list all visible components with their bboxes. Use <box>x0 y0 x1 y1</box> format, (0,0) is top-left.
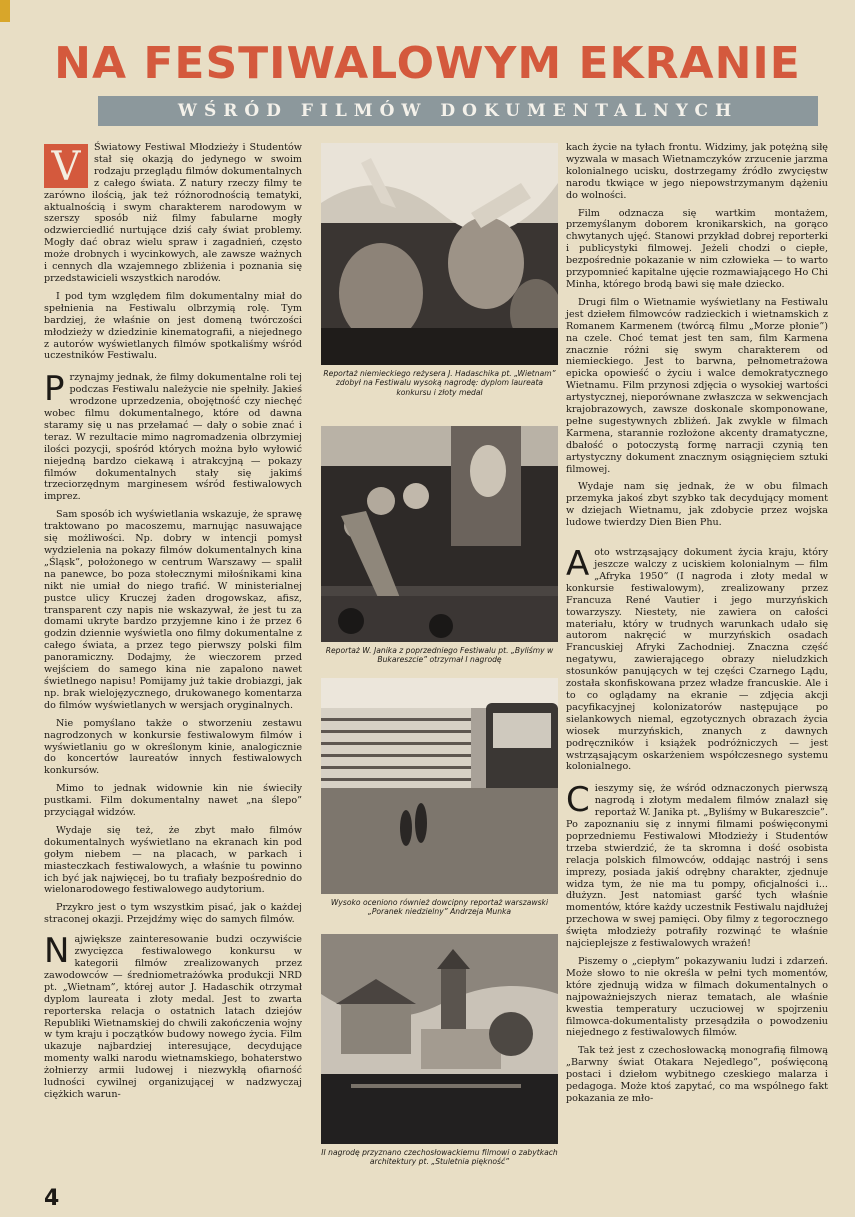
paragraph-text: rzynajmy jednak, że filmy dokumentalne roli tej podczas Festiwalu należycie nie spełniły. Jakieś wrodzone uprzedzenia, obojętność czy niechęć wobec filmu dokumentalnego, które od dawna staramy się u nas przełamać — dały o sobie znać i teraz. W rezultacie mimo nagromadzenia olbrzymiej ilości pozycji, spośród których można było wyłowić niejedną bardzo ciekawą i atrakcyjną — pokazy filmów dokumentalnych stały się jakimś trzeciorzędnym marginesem wśród festiwalowych imprez. <box>44 372 302 503</box>
paragraph-text: ieszymy się, że wśród odznaczonych pierwszą nagrodą i złotym medalem filmów znalazł się reportaż W. Janika pt. „Byliśmy w Bukareszcie”. Po zapoznaniu się z innymi filmami poświęconymi poprzedniemu Festiwalowi Młodzieży i Studentów trzeba stwierdzić, że ta skromna i dość osobista relacja polskich filmowców, oddając nastrój i sens imprezy, posiada jakiś odrębny charakter, zjednuje widza tym, że nie ma tu pompy, oficjalności i... dłużyzn. Jest natomiast garść tych właśnie momentów, które każdy uczestnik Festiwalu najdłużej przechowa w swej pamięci. Oby filmy z tegorocznego święta młodzieży potrafiły rozwinąć te właśnie najcieplejsze z festiwalowych wrażeń! <box>566 783 828 950</box>
photo-castle <box>321 934 558 1144</box>
paragraph <box>44 142 302 285</box>
paragraph <box>44 369 302 503</box>
paragraph <box>566 780 828 950</box>
drop-cap: N <box>44 931 70 972</box>
photo-vietnam-children <box>321 143 558 365</box>
paragraph: Drugi film o Wietnamie wyświetlany na Festiwalu jest dziełem filmowców radzieckich i wietnamskich z Romanem Karmenem (twórcą filmu „Morze płonie”) na czele. Choć temat jest ten sam, film Karmena znacznie różni się swym charakterem od niemieckiego. Jest to barwna, pełnometrażowa epicka opowieść o życiu i walce demokratycznego Wietnamu. Film przynosi zdjęcia o wysokiej wartości artystycznej, nieporównane zwłaszcza w sekwencjach krajobrazowych, zawsze doskonale skomponowane, pełne sugestywnych zbliżeń. Jak zwykle w filmach Karmena, starannie rozłożone akcenty dramatyczne, dbałość o potoczystą formę narracji czynią ten artystyczny dokument znacznym osiągnięciem sztuki filmowej. <box>566 296 828 475</box>
page-title: NA FESTIWALOWYM EKRANIE <box>54 38 801 89</box>
paragraph: Sam sposób ich wyświetlania wskazuje, że sprawę traktowano po macoszemu, marnując nasuwające się możliwości. Np. dobry w intencji pomysł wydzielenia na pokazy filmów dokumentalnych kina „Śląsk”, położonego w centrum Warszawy — spalił na panewce, bo poza stołecznymi miłośnikami kina nikt nie umiał do niego trafić. W ministerialnej pustce ulicy Kruczej żaden drogowskaz, afisz, transparent czy napis nie wskazywał, że jest tu za domami ukryte bardzo przyjemne kino i że przez 6 godzin dziennie wyświetla ono filmy dokumentalne z całego świata, a przez tego pierwszy polski film panoramiczny. Dodajmy, że wieczorem przed wejściem do samego kina nie zapalono nawet świetlnego napisu! Pomijamy już takie drobiazgi, jak np. brak wielojęzycznego, drukowanego komentarza do filmów wyświetlanych w wersjach oryginalnych. <box>44 509 302 711</box>
drop-cap: A <box>566 544 590 585</box>
paragraph: Nie pomyślano także o stworzeniu zestawu nagrodzonych w konkursie festiwalowym filmów i wyświetlaniu go w określonym kinie, analogicznie do koncertów laureatów innych festiwalowych konkursów. <box>44 717 302 777</box>
paragraph: Piszemy o „ciepłym” pokazywaniu ludzi i zdarzeń. Może słowo to nie określa w pełni tych momentów, które zjednują widza w filmach dokumentalnych o najpoważniejszych nieraz tematach, ale właśnie kwestia temperatury uczuciowej w spojrzeniu filmowca-dokumentalisty przesądziła o powodzeniu niejednego z festiwalowych filmów. <box>566 956 828 1039</box>
page-number: 4 <box>44 1186 60 1211</box>
paragraph: Mimo to jednak widownie kin nie świeciły pustkami. Film dokumentalny nawet „na ślepo” przyciągał widzów. <box>44 783 302 819</box>
paragraph: Film odznacza się wartkim montażem, przemyślanym doborem kronikarskich, na gorąco chwytanych ujęć. Stanowi przykład dobrej reporterki i publicystyki filmowej. Jeżeli chodzi o ciepłe, bezpośrednie pokazanie w nim człowieka — to warto przypomnieć kapitalne ujęcie rozmawiającego Ho Chi Minha, którego brodą bawi się małe dziecko. <box>566 207 828 290</box>
photo-caption: Reportaż W. Janika z poprzedniego Festiwalu pt. „Byliśmy w Bukareszcie” otrzymał I nagrodę <box>325 646 554 665</box>
paragraph: Wydaje nam się jednak, że w obu filmach przemyka jakoś zbyt szybko tak decydujący moment w dziejach Wietnamu, jak zdobycie przez wojska ludowe twierdzy Dien Bien Phu. <box>566 481 828 529</box>
subtitle-band: WŚRÓD FILMÓW DOKUMENTALNYCH <box>98 96 818 126</box>
paragraph <box>44 931 302 1101</box>
photo-caption: II nagrodę przyznano czechosłowackiemu filmowi o zabytkach architektury pt. „Stuletnia piękność” <box>321 1148 558 1167</box>
paragraph: Przykro jest o tym wszystkim pisać, jak o każdej straconej okazji. Przejdźmy więc do samych filmów. <box>44 902 302 926</box>
photo-warsaw-street <box>321 678 558 894</box>
paragraph-text: Światowy Festiwal Młodzieży i Studentów stał się okazją do jedynego w swoim rodzaju przeglądu filmów dokumentalnych z całego świata. Z natury rzeczy filmy te zarówno ilością, jak też różnorodnością tematyki, aktualnością i swym charakterem narodowym w szerszy sposób niż filmy fabularne mogły odzwierciedlić nurtujące dziś cały świat problemy. Mogły dać obraz wielu spraw i zagadnień, często może drobnych i wycinkowych, ale zawsze ważnych i cennych dla wzajemnego zbliżenia i poznania się przedstawicieli wszystkich narodów. <box>44 142 302 284</box>
paragraph <box>566 544 828 773</box>
drop-cap: V <box>44 144 88 188</box>
paragraph-text: oto wstrząsający dokument życia kraju, który jeszcze walczy z uciskiem kolonialnym — film „Afryka 1950” (I nagroda i złoty medal w konkursie festiwalowym), zrealizowany przez Francuza René Vautier i jego murzyńskich towarzyszy. Niestety, nie zawiera on całości materiału, który w trudnych warunkach udało się autorom nakręcić w murzyńskich osadach Francuskiej Afryki Zachodniej. Znaczna część negatywu, zawierającego obrazy nieludzkich stosunków panujących w tej części Czarnego Lądu, została skonfiskowana przez władze francuskie. Ale i to co oglądamy na ekranie — zdjęcia akcji pacyfikacyjnej kolonizatorów następujące po sielankowych niemal, egzotycznych obrazach życia wiosek murzyńskich, znanych z dawnych podręczników i książek podróżniczych — jest wstrząsającym oskarżeniem współczesnego systemu kolonialnego. <box>566 547 828 773</box>
drop-cap: P <box>44 369 65 410</box>
paragraph-text: ajwiększe zainteresowanie budzi oczywiście zwycięzca festiwalowego konkursu w kategorii filmów zrealizowanych przez zawodowców — średniometrażówka produkcji NRD pt. „Wietnam”, której autor J. Hadaschik otrzymał dyplom laureata i złoty medal. Jest to zwarta reporterska relacja o ostatnich latach dziejów Republiki Wietnamskiej do chwili zakończenia wojny w tym kraju i początków budowy nowego życia. Film ukazuje najbardziej interesujące, decydujące momenty walki narodu wietnamskiego, bohaterstwo żołnierzy armii ludowej i niezwykłą ofiarność ludności cywilnej organizującej w nadzwyczaj ciężkich warun- <box>44 934 302 1100</box>
paragraph: kach życie na tyłach frontu. Widzimy, jak potężną siłę wyzwala w masach Wietnamczyków zrzucenie jarzma kolonialnego ucisku, dostrzegamy źródło zwycięstw narodu tkwiące w jego niepowstrzymanym dążeniu do wolności. <box>566 142 828 201</box>
drop-cap: C <box>566 780 590 821</box>
paragraph: I pod tym względem film dokumentalny miał do spełnienia na Festiwalu olbrzymią rolę. Tym bardziej, że właśnie on jest domeną twórczości młodzieży w dziedzinie kinematografii, a niejednego z autorów wyświetlanych filmów spotkaliśmy wśród uczestników Festiwalu. <box>44 290 302 362</box>
photo-caption: Reportaż niemieckiego reżysera J. Hadaschika pt. „Wietnam” zdobył na Festiwalu wysoką nagrodę: dyplom laureata konkursu i złoty medal <box>323 369 556 397</box>
photo-caption: Wysoko oceniono również dowcipny reportaż warszawski „Poranek niedzielny” Andrzeja Munka <box>330 898 549 917</box>
paragraph: Tak też jest z czechosłowacką monografią filmową „Barwny świat Otakara Nejedlego”, poświęconą postaci i dziełom wybitnego czeskiego malarza i pedagoga. Może ktoś zapytać, co ma wspólnego fakt pokazania ze mło- <box>566 1045 828 1104</box>
paragraph: Wydaje się też, że zbyt mało filmów dokumentalnych wyświetlano na ekranach kin pod gołym niebem — na placach, w parkach i miasteczkach festiwalowych, a właśnie tu powinno ich być jak najwięcej, bo tu trafiały bezpośrednio do wielonarodowego festiwalowego audytorium. <box>44 824 302 896</box>
photo-train-crowd <box>321 426 558 642</box>
corner-color-mark <box>0 0 10 22</box>
article-column-right <box>566 142 828 1111</box>
article-column-left <box>44 142 302 1107</box>
